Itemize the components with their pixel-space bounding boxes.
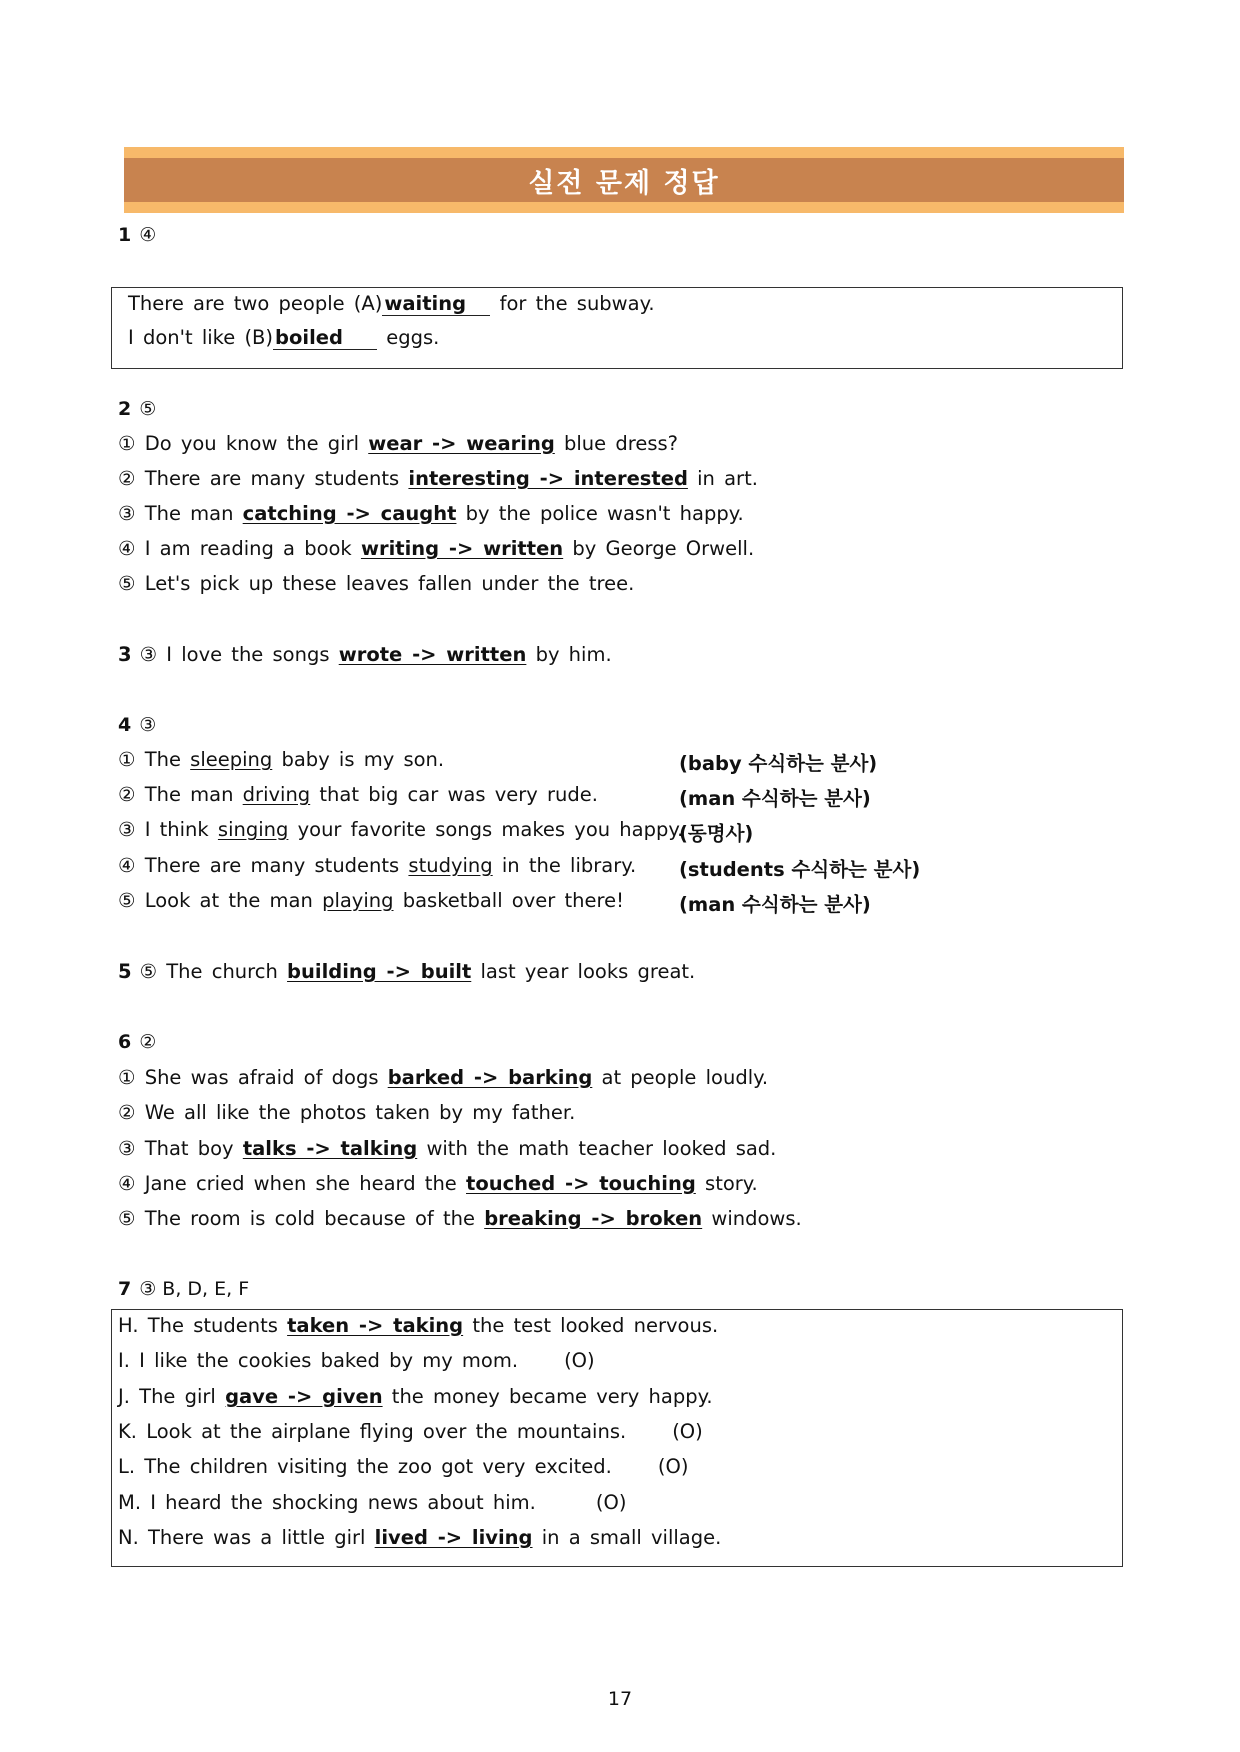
- q6-option-4: ④ Jane cried when she heard the touched -> touching story.: [118, 1172, 758, 1195]
- q4-option-5: ⑤ Look at the man playing basketball over there!: [118, 889, 624, 912]
- q7-sentence-k: K. Look at the airplane flying over the mountains. (O): [118, 1420, 703, 1443]
- question-3: 3 ③ I love the songs wrote -> written by him.: [118, 643, 612, 666]
- question-number: 7: [118, 1278, 132, 1300]
- answer-mark: ③: [139, 714, 157, 736]
- question-7-box: [111, 1309, 1123, 1567]
- q7-sentence-m: M. I heard the shocking news about him. (O): [118, 1491, 627, 1514]
- answer-mark: ③: [139, 643, 158, 666]
- question-number: 3: [118, 643, 132, 666]
- q6-option-5: ⑤ The room is cold because of the breaking -> broken windows.: [118, 1207, 802, 1230]
- question-number: 5: [118, 960, 132, 983]
- q2-option-5: ⑤ Let's pick up these leaves fallen under the tree.: [118, 572, 635, 595]
- q1-sentence-a: There are two people (A) waiting for the subway.: [128, 292, 655, 315]
- q4-note-5: (man 수식하는 분사): [679, 893, 871, 916]
- correction: wear -> wearing: [368, 432, 555, 455]
- q6-option-1: ① She was afraid of dogs barked -> barking at people loudly.: [118, 1066, 769, 1089]
- question-1-header: [118, 224, 156, 246]
- q4-note-3: (동명사): [679, 822, 754, 845]
- question-4-header: [118, 714, 156, 736]
- correction: breaking -> broken: [484, 1207, 703, 1230]
- blank-b: boiled: [273, 327, 377, 350]
- q4-note-4: (students 수식하는 분사): [679, 858, 921, 881]
- question-1-box: [111, 287, 1123, 369]
- correction: wrote -> written: [338, 643, 527, 666]
- answer-mark: ②: [139, 1031, 157, 1053]
- correct-mark: (O): [595, 1491, 627, 1514]
- q7-sentence-i: I. I like the cookies baked by my mom. (O): [118, 1349, 595, 1372]
- q2-option-4: ④ I am reading a book writing -> written by George Orwell.: [118, 537, 755, 560]
- question-7-header: [118, 1278, 249, 1300]
- question-6-header: [118, 1031, 156, 1053]
- section-banner: [124, 147, 1124, 213]
- q4-option-3: ③ I think singing your favorite songs makes you happy.: [118, 818, 684, 841]
- correction: interesting -> interested: [408, 467, 688, 490]
- correction: writing -> written: [360, 537, 564, 560]
- answer-mark: ③ B, D, E, F: [139, 1278, 250, 1300]
- answer-mark: ⑤: [139, 960, 158, 983]
- q6-option-3: ③ That boy talks -> talking with the math teacher looked sad.: [118, 1137, 777, 1160]
- q7-sentence-j: J. The girl gave -> given the money became very happy.: [118, 1385, 713, 1408]
- q6-option-2: ② We all like the photos taken by my father.: [118, 1101, 576, 1124]
- question-2-header: [118, 398, 156, 420]
- correction: barked -> barking: [387, 1066, 593, 1089]
- correct-mark: (O): [564, 1349, 595, 1372]
- correction: talks -> talking: [242, 1137, 418, 1160]
- question-5: 5 ⑤ The church building -> built last year looks great.: [118, 960, 696, 983]
- q2-option-3: ③ The man catching -> caught by the police wasn't happy.: [118, 502, 744, 525]
- correct-mark: (O): [657, 1455, 689, 1478]
- correct-mark: (O): [672, 1420, 703, 1443]
- q4-note-1: (baby 수식하는 분사): [679, 752, 878, 775]
- q4-option-1: ① The sleeping baby is my son.: [118, 748, 445, 771]
- q4-option-2: ② The man driving that big car was very rude.: [118, 783, 598, 806]
- question-number: 2: [118, 398, 132, 420]
- page-number: 17: [607, 1688, 633, 1710]
- blank-a: waiting: [382, 293, 490, 316]
- question-number: 6: [118, 1031, 132, 1053]
- correction: building -> built: [287, 960, 472, 983]
- q7-sentence-l: L. The children visiting the zoo got very excited. (O): [118, 1455, 689, 1478]
- q7-sentence-h: H. The students taken -> taking the test looked nervous.: [118, 1314, 719, 1337]
- q2-option-2: ② There are many students interesting -> interested in art.: [118, 467, 758, 490]
- page-title: 실전 문제 정답: [528, 167, 720, 199]
- correction: taken -> taking: [287, 1314, 464, 1337]
- correction: lived -> living: [374, 1526, 533, 1549]
- correction: catching -> caught: [242, 502, 457, 525]
- q4-note-2: (man 수식하는 분사): [679, 787, 871, 810]
- answer-mark: ⑤: [139, 398, 157, 420]
- correction: touched -> touching: [466, 1172, 696, 1195]
- q2-option-1: ① Do you know the girl wear -> wearing blue dress?: [118, 432, 678, 455]
- q7-sentence-n: N. There was a little girl lived -> living in a small village.: [118, 1526, 722, 1549]
- question-number: 1: [118, 224, 132, 246]
- question-number: 4: [118, 714, 132, 736]
- q1-sentence-b: I don't like (B) boiled eggs.: [128, 326, 440, 349]
- q4-option-4: ④ There are many students studying in the library.: [118, 854, 637, 877]
- correction: gave -> given: [225, 1385, 383, 1408]
- answer-mark: ④: [139, 224, 157, 246]
